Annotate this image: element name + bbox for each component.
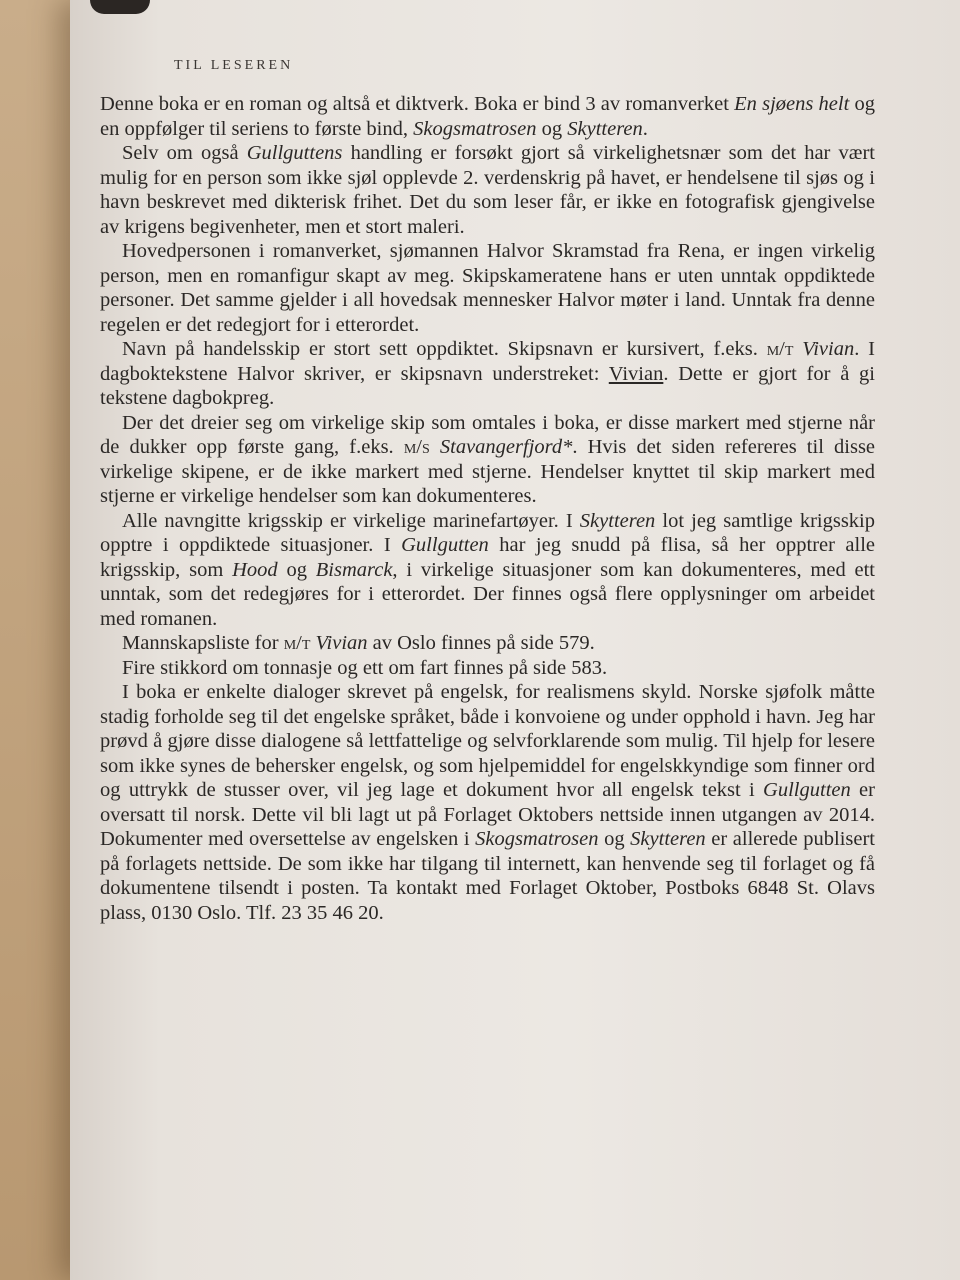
- paragraph: [100, 92, 875, 141]
- italic-text: Skytteren: [567, 117, 643, 140]
- text-run: Fire stikkord om tonnasje og ett om fart finnes på side 583.: [122, 656, 608, 679]
- text-run: har jeg snudd på flisa, så her opptrer alle krigsskip, som: [100, 534, 875, 581]
- underlined-text: Vivian: [608, 362, 664, 385]
- paragraph: [100, 656, 875, 681]
- italic-text: Vivian: [802, 338, 855, 360]
- small-caps-text: m/s: [403, 436, 430, 458]
- running-header: TIL LESEREN: [174, 58, 294, 73]
- body-text: [100, 92, 875, 925]
- paragraph: [100, 141, 875, 239]
- text-run: og: [277, 558, 316, 581]
- text-run: lot jeg samtlige krigsskip opptre i oppdiktede situasjoner. I: [100, 509, 875, 556]
- small-caps-text: m/t: [283, 632, 311, 654]
- text-run: , i virkelige situasjoner som kan dokumenteres, med ett unntak, som det redegjøres for i etterordet. Der finnes også flere opplysninger om arbeidet med romanen.: [100, 558, 875, 630]
- italic-text: Gullgutten: [401, 534, 489, 556]
- paragraph: [100, 509, 875, 632]
- paragraph: [100, 239, 875, 337]
- italic-text: Gullgutten: [763, 779, 851, 801]
- text-run: og: [598, 828, 631, 850]
- text-run: . I dagboktekstene Halvor skriver, er skipsnavn understreket:: [100, 338, 876, 385]
- italic-text: Skogsmatrosen: [475, 828, 599, 850]
- text-run: er allerede publisert på forlagets nettside. De som ikke har tilgang til internett, kan henvende seg til forlaget og få dokumentene tilsendt i posten. Ta kontakt med Forlaget Oktober, Postboks 6848 St. Olavs plass, 0130 Oslo. Tlf. 23 35 46 20.: [100, 828, 875, 924]
- page-content: [100, 58, 875, 925]
- text-run: .: [642, 117, 648, 140]
- text-run: er oversatt til norsk. Dette vil bli lagt ut på Forlaget Oktobers nettside innen utgangen av 2014. Dokumenter med oversettelse av engelsken i: [100, 779, 875, 850]
- text-run: Selv om også: [122, 142, 247, 164]
- italic-text: Hood: [232, 558, 278, 581]
- italic-text: En sjøens helt: [734, 93, 850, 115]
- text-run: Denne boka er en roman og altså et diktverk. Boka er bind 3 av romanverket: [100, 93, 735, 115]
- paragraph: [100, 631, 875, 656]
- text-run: og en oppfølger til seriens to første bind,: [100, 93, 876, 140]
- italic-text: Skytteren: [579, 509, 656, 532]
- text-run: Navn på handelsskip er stort sett oppdiktet. Skipsnavn er kursivert, f.eks.: [122, 338, 767, 360]
- text-run: av Oslo finnes på side 579.: [367, 632, 595, 654]
- text-run: Alle navngitte krigsskip er virkelige marinefartøyer. I: [122, 509, 580, 532]
- italic-text: Vivian: [315, 632, 368, 654]
- italic-text: Skogsmatrosen: [413, 117, 537, 140]
- text-run: I boka er enkelte dialoger skrevet på engelsk, for realismens skyld. Norske sjøfolk måtte stadig forholde seg til det engelske språket, både i konvoiene og under opphold i havn. Jeg har prøvd å gjøre disse dialogene så lettfattelige og selvforklarende som mulig. Til hjelp for lesere som ikke synes de behersker engelsk, og som hjelpemiddel for engelskkyndige som finner ord og uttrykk de stusser over, vil jeg lage et dokument hvor all engelsk tekst i: [100, 681, 875, 801]
- italic-text: Gullguttens: [246, 142, 343, 164]
- text-run: [430, 436, 440, 458]
- small-caps-text: m/t: [766, 338, 794, 360]
- italic-text: Stavangerfjord*: [439, 436, 573, 458]
- italic-text: Skytteren: [630, 828, 706, 850]
- paragraph: [100, 411, 875, 509]
- paragraph: [100, 680, 875, 925]
- text-run: Der det dreier seg om virkelige skip som omtales i boka, er disse markert med stjerne når de dukker opp første gang, f.eks.: [100, 411, 875, 458]
- text-run: . Hvis det siden refereres til disse virkelige skipene, er de ikke markert med stjerne. Hendelser knyttet til skip markert med stjerne er virkelige hendelser som kan dokumenteres.: [100, 436, 876, 507]
- text-run: og: [536, 117, 568, 140]
- italic-text: Bismarck: [315, 558, 393, 581]
- text-run: . Dette er gjort for å gi tekstene dagbokpreg.: [100, 362, 876, 409]
- text-run: [793, 338, 802, 360]
- paragraph: [100, 337, 875, 411]
- text-run: handling er forsøkt gjort så virkelighetsnær som det har vært mulig for en person som ikke sjøl opplevde 2. verdenskrig på havet, er hendelsene til sjøs og i havn beskrevet med dikterisk frihet. Det du som leser får, er ikke en fotografisk gjengivelse av krigens begivenheter, men et stort maleri.: [100, 142, 875, 238]
- text-run: Hovedpersonen i romanverket, sjømannen Halvor Skramstad fra Rena, er ingen virkelig person, men en romanfigur skapt av meg. Skipskameratene hans er uten unntak oppdiktede personer. Det samme gjelder i all hovedsak mennesker Halvor møter i land. Unntak fra denne regelen er det redegjort for i etterordet.: [100, 240, 875, 336]
- text-run: Mannskapsliste for: [122, 632, 284, 654]
- page-edge-shadow: [90, 0, 150, 14]
